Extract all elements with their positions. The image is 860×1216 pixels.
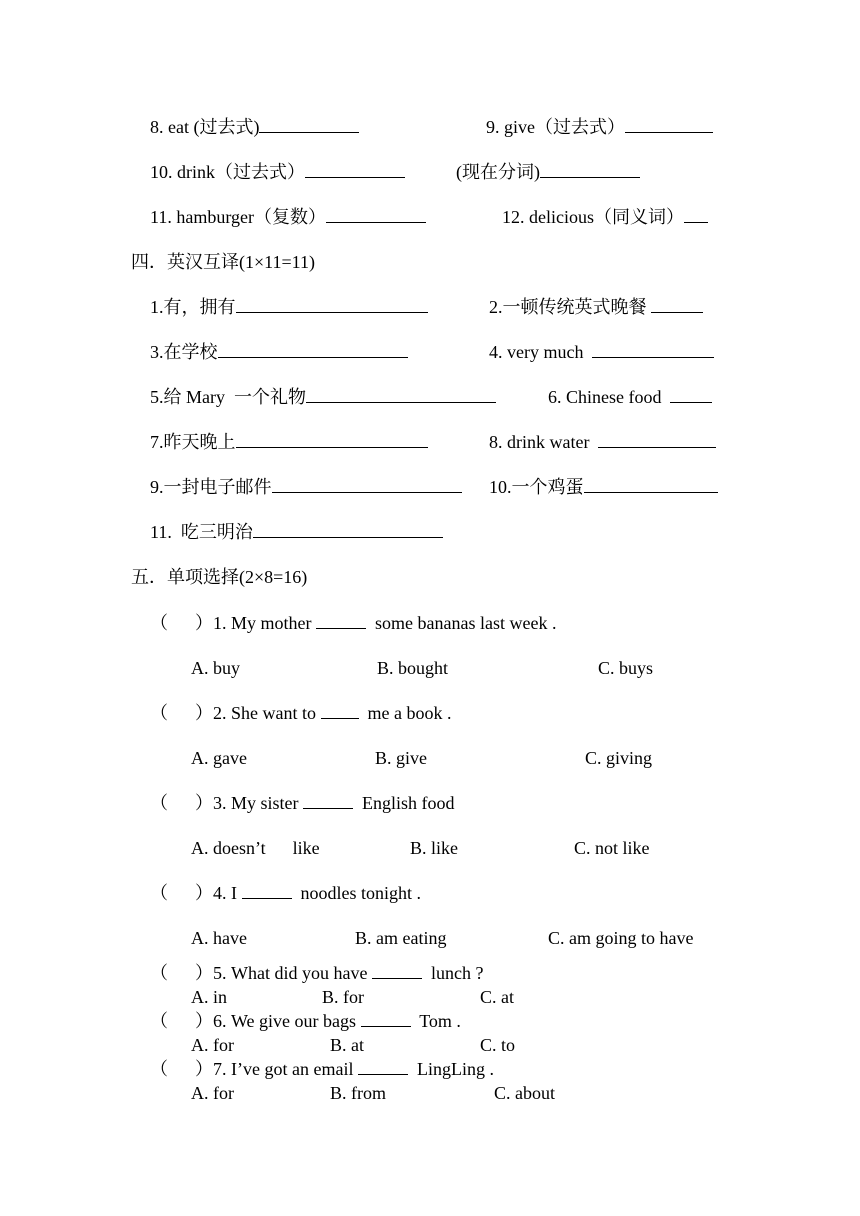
answer-blank[interactable] [540,161,640,178]
translation-item: 4. very much [489,341,714,363]
question: （ ）2. She want to me a book . [150,703,452,723]
answer-blank[interactable] [584,476,718,493]
option-c[interactable]: C. at [480,987,514,1007]
option-a[interactable]: A. doesn’t like [191,838,320,858]
translation-item: 10.一个鸡蛋 [489,476,718,498]
answer-blank[interactable] [306,386,496,403]
answer-blank[interactable] [651,296,703,313]
translation-item: 5.给 Mary 一个礼物 [150,386,496,408]
option-c[interactable]: C. am going to have [548,928,694,948]
answer-blank[interactable] [253,521,443,538]
item-drink: 10. drink（过去式） [150,161,405,183]
answer-blank[interactable] [218,341,408,358]
answer-blank[interactable] [321,702,359,719]
answer-blank[interactable] [684,206,708,223]
translation-item: 11. 吃三明治 [150,521,443,543]
answer-blank[interactable] [316,612,366,629]
option-b[interactable]: B. am eating [355,928,447,948]
option-b[interactable]: B. for [322,987,364,1007]
item-eat: 8. eat (过去式) [150,116,359,138]
option-b[interactable]: B. from [330,1083,386,1103]
translation-item: 7.昨天晚上 [150,431,428,453]
translation-item: 1.有，拥有 [150,296,428,318]
translation-item: 9.一封电子邮件 [150,476,462,498]
answer-blank[interactable] [361,1010,411,1027]
question: （ ）7. I’ve got an email LingLing . [150,1059,494,1079]
option-a[interactable]: A. buy [191,658,240,678]
answer-blank[interactable] [236,296,428,313]
option-c[interactable]: C. to [480,1035,516,1055]
answer-blank[interactable] [272,476,462,493]
translation-item: 2.一顿传统英式晚餐 [489,296,703,318]
question: （ ）3. My sister English food [150,793,455,813]
translation-item: 8. drink water [489,431,716,453]
option-a[interactable]: A. in [191,987,227,1007]
answer-blank[interactable] [358,1058,408,1075]
option-b[interactable]: B. bought [377,658,449,678]
option-a[interactable]: A. for [191,1083,234,1103]
option-b[interactable]: B. like [410,838,458,858]
question: （ ）4. I noodles tonight . [150,883,421,903]
question: （ ）1. My mother some bananas last week . [150,613,557,633]
item-give: 9. give（过去式） [486,116,713,138]
option-c[interactable]: C. not like [574,838,650,858]
translation-item: 6. Chinese food [548,386,712,408]
section-heading-translation: 四．英汉互译(1×11=11) [131,252,315,272]
answer-blank[interactable] [670,386,712,403]
item-hamburger: 11. hamburger（复数） [150,206,426,228]
item-present-participle: (现在分词) [456,161,640,183]
option-a[interactable]: A. for [191,1035,234,1055]
translation-item: 3.在学校 [150,341,408,363]
option-a[interactable]: A. gave [191,748,247,768]
option-b[interactable]: B. at [330,1035,364,1055]
option-c[interactable]: C. giving [585,748,653,768]
question: （ ）6. We give our bags Tom . [150,1011,461,1031]
option-a[interactable]: A. have [191,928,247,948]
option-b[interactable]: B. give [375,748,427,768]
question: （ ）5. What did you have lunch ? [150,963,484,983]
answer-blank[interactable] [372,962,422,979]
answer-blank[interactable] [259,116,359,133]
option-c[interactable]: C. about [494,1083,555,1103]
section-heading-multiple-choice: 五．单项选择(2×8=16) [131,567,308,587]
answer-blank[interactable] [326,206,426,223]
answer-blank[interactable] [236,431,428,448]
answer-blank[interactable] [303,792,353,809]
answer-blank[interactable] [592,341,714,358]
answer-blank[interactable] [242,882,292,899]
option-c[interactable]: C. buys [598,658,654,678]
answer-blank[interactable] [598,431,716,448]
answer-blank[interactable] [305,161,405,178]
answer-blank[interactable] [625,116,713,133]
item-delicious: 12. delicious（同义词） [502,206,708,228]
